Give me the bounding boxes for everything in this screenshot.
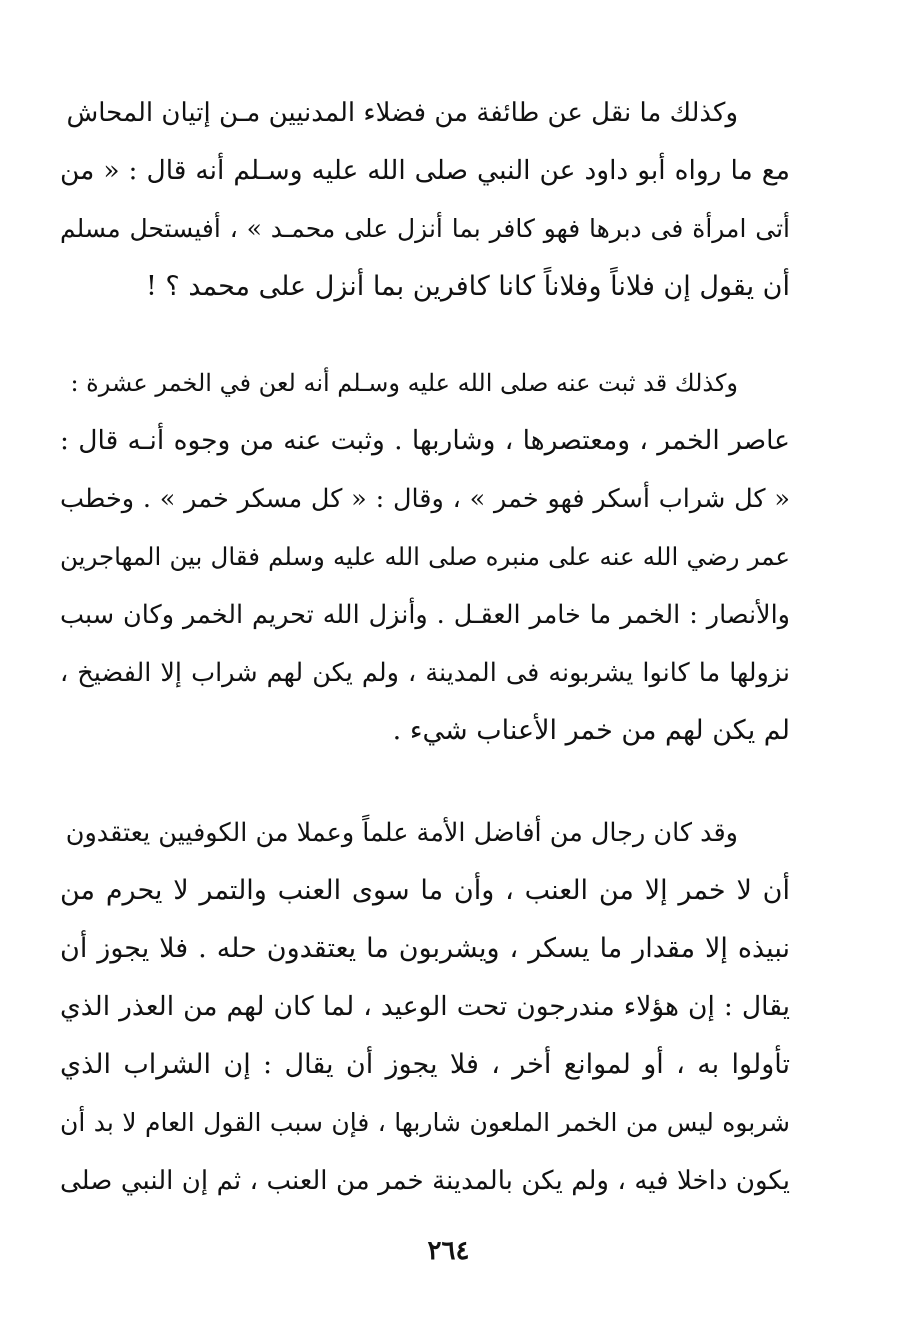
text-line: وقد كان رجال من أفاضل الأمة علماً وعملا من الكوفيين يعتقدون xyxy=(65,818,738,848)
text-line: أن لا خمر إلا من العنب ، وأن ما سوى العنب والتمر لا يحرم من xyxy=(60,875,790,906)
text-line: شربوه ليس من الخمر الملعون شاربها ، فإن سبب القول العام لا بد أن xyxy=(60,1108,790,1137)
text-line: يقال : إن هؤلاء مندرجون تحت الوعيد ، لما كان لهم من العذر الذي xyxy=(60,991,790,1022)
text-line: لم يكن لهم من خمر الأعناب شيء . xyxy=(392,715,790,746)
paragraph-1 xyxy=(60,84,790,316)
text-line: والأنصار : الخمر ما خامر العقـل . وأنزل الله تحريم الخمر وكان سبب xyxy=(60,600,790,630)
text-line: تأولوا به ، أو لموانع أخر ، فلا يجوز أن يقال : إن الشراب الذي xyxy=(60,1049,790,1080)
text-line: وكذلك قد ثبت عنه صلى الله عليه وسـلم أنه لعن في الخمر عشرة : xyxy=(70,369,738,397)
text-line: نبيذه إلا مقدار ما يسكر ، ويشربون ما يعتقدون حله . فلا يجوز أن xyxy=(60,933,790,964)
text-line: أتى امرأة فى دبرها فهو كافر بما أنزل على محمـد » ، أفيستحل مسلم xyxy=(60,214,790,243)
text-line: وكذلك ما نقل عن طائفة من فضلاء المدنيين مـن إتيان المحاش xyxy=(66,98,738,128)
text-line: عاصر الخمر ، ومعتصرها ، وشاربها . وثبت عنه من وجوه أنـه قال : xyxy=(60,425,790,456)
text-line: نزولها ما كانوا يشربونه فى المدينة ، ولم يكن لهم شراب إلا الفضيخ ، xyxy=(60,658,790,688)
page-number: ٢٦٤ xyxy=(427,1236,470,1266)
text-line: عمر رضي الله عنه على منبره صلى الله عليه وسلم فقال بين المهاجرين xyxy=(60,542,790,571)
text-line: مع ما رواه أبو داود عن النبي صلى الله عليه وسـلم أنه قال : « من xyxy=(60,155,790,186)
text-line: أن يقول إن فلاناً وفلاناً كانا كافرين بما أنزل على محمد ؟ ! xyxy=(145,271,790,302)
text-line: « كل شراب أسكر فهو خمر » ، وقال : « كل مسكر خمر » . وخطب xyxy=(60,484,790,514)
paragraph-2 xyxy=(60,354,790,760)
text-line: يكون داخلا فيه ، ولم يكن بالمدينة خمر من العنب ، ثم إن النبي صلى xyxy=(60,1166,790,1196)
paragraph-3 xyxy=(60,804,790,1210)
